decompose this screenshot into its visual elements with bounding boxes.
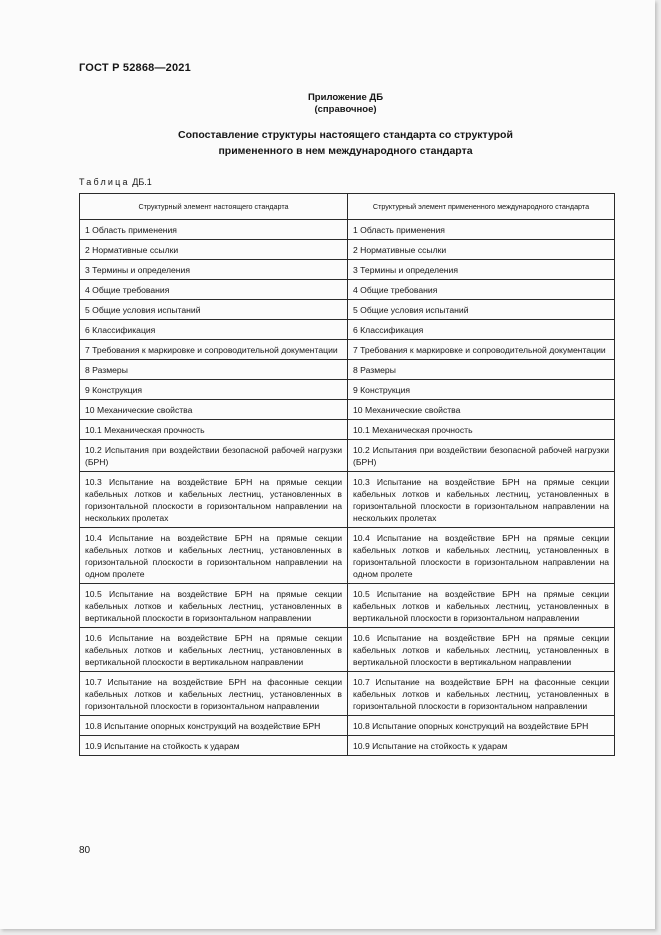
table-row [80,716,615,736]
table-row [80,280,615,300]
international-element-cell: 10 Механические свойства [348,400,615,420]
international-element-cell: 10.7 Испытание на воздействие БРН на фасонные секции кабельных лотков и кабельных лестниц, установленных в горизонтальной плоскости в горизонтальном направлении [348,672,615,716]
table-row [80,220,615,240]
table-row [80,340,615,360]
international-element-cell: 10.9 Испытание на стойкость к ударам [348,736,615,756]
international-element-cell: 2 Нормативные ссылки [348,240,615,260]
national-element-cell: 8 Размеры [80,360,348,380]
national-element-cell: 4 Общие требования [80,280,348,300]
table-header-row [80,194,615,220]
table-row [80,380,615,400]
national-element-cell: 5 Общие условия испытаний [80,300,348,320]
column-header-national: Структурный элемент настоящего стандарта [80,194,348,220]
table-row [80,440,615,472]
page-number: 80 [79,845,91,856]
national-element-cell: 7 Требования к маркировке и сопроводительной документации [80,340,348,360]
national-element-cell: 10.8 Испытание опорных конструкций на воздействие БРН [80,716,348,736]
table-row [80,628,615,672]
table-row [80,584,615,628]
table-row [80,400,615,420]
international-element-cell: 5 Общие условия испытаний [348,300,615,320]
table-row [80,320,615,340]
international-element-cell: 10.6 Испытание на воздействие БРН на прямые секции кабельных лотков и кабельных лестниц, установленных в вертикальной плоскости в вертикальном направлении [348,628,615,672]
table-caption-number: ДБ.1 [132,177,152,187]
national-element-cell: 3 Термины и определения [80,260,348,280]
national-element-cell: 10 Механические свойства [80,400,348,420]
table-row [80,260,615,280]
international-element-cell: 10.1 Механическая прочность [348,420,615,440]
table-caption [79,177,152,187]
national-element-cell: 10.3 Испытание на воздействие БРН на прямые секции кабельных лотков и кабельных лестниц, установленных в горизонтальной плоскости в горизонтальном направлении на нескольких пролетах [80,472,348,528]
appendix-title: Приложение ДБ [307,92,384,103]
national-element-cell: 10.6 Испытание на воздействие БРН на прямые секции кабельных лотков и кабельных лестниц, установленных в вертикальной плоскости в вертикальном направлении [80,628,348,672]
international-element-cell: 4 Общие требования [348,280,615,300]
table-row [80,472,615,528]
international-element-cell: 1 Область применения [348,220,615,240]
table-row [80,528,615,584]
column-header-international: Структурный элемент примененного международного стандарта [348,194,615,220]
national-element-cell: 1 Область применения [80,220,348,240]
national-element-cell: 10.1 Механическая прочность [80,420,348,440]
international-element-cell: 6 Классификация [348,320,615,340]
section-heading-line-2: примененного в нем международного стандарта [218,145,473,157]
international-element-cell: 10.8 Испытание опорных конструкций на воздействие БРН [348,716,615,736]
international-element-cell: 8 Размеры [348,360,615,380]
international-element-cell: 10.2 Испытания при воздействии безопасной рабочей нагрузки (БРН) [348,440,615,472]
international-element-cell: 10.4 Испытание на воздействие БРН на прямые секции кабельных лотков и кабельных лестниц, установленных в горизонтальной плоскости в горизонтальном направлении на одном пролете [348,528,615,584]
table-row [80,736,615,756]
appendix-note: (справочное) [314,104,377,115]
national-element-cell: 10.7 Испытание на воздействие БРН на фасонные секции кабельных лотков и кабельных лестниц, установленных в горизонтальной плоскости в горизонтальном направлении [80,672,348,716]
national-element-cell: 9 Конструкция [80,380,348,400]
table-row [80,672,615,716]
national-element-cell: 10.4 Испытание на воздействие БРН на прямые секции кабельных лотков и кабельных лестниц, установленных в горизонтальной плоскости в горизонтальном направлении на одном пролете [80,528,348,584]
national-element-cell: 2 Нормативные ссылки [80,240,348,260]
national-element-cell: 10.5 Испытание на воздействие БРН на прямые секции кабельных лотков и кабельных лестниц, установленных в вертикальной плоскости в горизонтальном направлении [80,584,348,628]
section-heading-line-1: Сопоставление структуры настоящего стандарта со структурой [178,129,513,141]
national-element-cell: 10.2 Испытания при воздействии безопасной рабочей нагрузки (БРН) [80,440,348,472]
table-row [80,300,615,320]
table-row [80,240,615,260]
table-row [80,420,615,440]
table-row [80,360,615,380]
international-element-cell: 10.5 Испытание на воздействие БРН на прямые секции кабельных лотков и кабельных лестниц, установленных в вертикальной плоскости в горизонтальном направлении [348,584,615,628]
international-element-cell: 3 Термины и определения [348,260,615,280]
national-element-cell: 6 Классификация [80,320,348,340]
document-code: ГОСТ Р 52868—2021 [79,62,191,74]
table-body [80,220,615,756]
national-element-cell: 10.9 Испытание на стойкость к ударам [80,736,348,756]
international-element-cell: 7 Требования к маркировке и сопроводительной документации [348,340,615,360]
structure-comparison-table [79,193,615,756]
international-element-cell: 9 Конструкция [348,380,615,400]
international-element-cell: 10.3 Испытание на воздействие БРН на прямые секции кабельных лотков и кабельных лестниц, установленных в горизонтальной плоскости в горизонтальном направлении на нескольких пролетах [348,472,615,528]
table-caption-word: Таблица [79,177,130,187]
